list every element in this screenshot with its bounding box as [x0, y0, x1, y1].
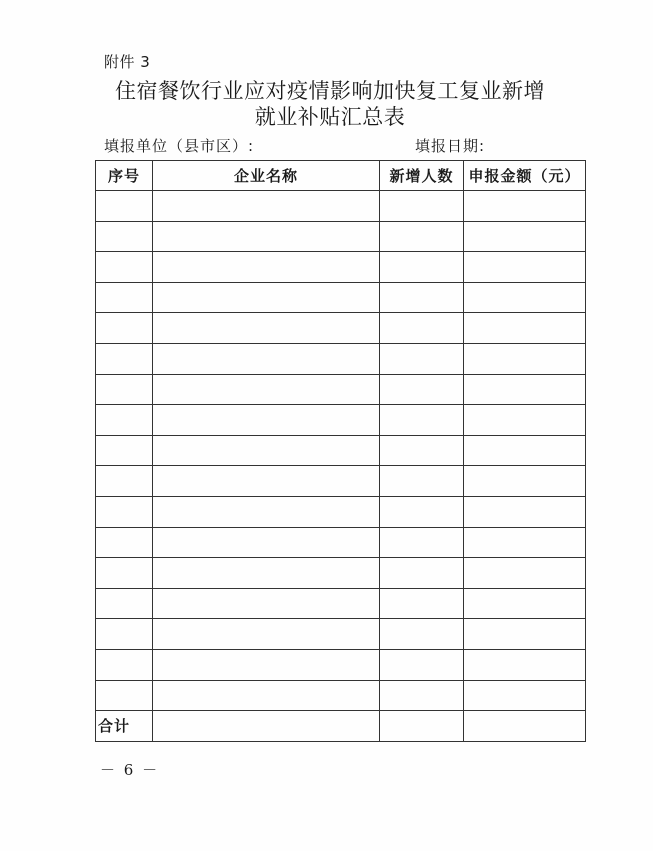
page-number: － 6 － [100, 761, 160, 779]
new-hires-cell[interactable] [380, 649, 464, 680]
reporting-unit-label: 填报单位（县市区）: [104, 137, 255, 155]
table-row [96, 496, 586, 527]
claim-amount-cell[interactable] [464, 680, 586, 711]
serial-number-cell[interactable] [96, 649, 153, 680]
claim-amount-cell[interactable] [464, 343, 586, 374]
table-row [96, 343, 586, 374]
table-row [96, 282, 586, 313]
table-row [96, 221, 586, 252]
claim-amount-cell[interactable] [464, 282, 586, 313]
serial-number-cell[interactable] [96, 588, 153, 619]
new-hires-cell[interactable] [380, 405, 464, 436]
company-name-cell[interactable] [153, 282, 380, 313]
serial-number-cell[interactable] [96, 680, 153, 711]
claim-amount-cell[interactable] [464, 466, 586, 497]
claim-amount-cell[interactable] [464, 558, 586, 589]
claim-amount-cell[interactable] [464, 527, 586, 558]
new-hires-cell[interactable] [380, 558, 464, 589]
company-name-cell[interactable] [153, 680, 380, 711]
new-hires-cell[interactable] [380, 496, 464, 527]
new-hires-cell[interactable] [380, 343, 464, 374]
reporting-date-label: 填报日期: [415, 137, 486, 155]
total-label: 合计 [96, 711, 153, 742]
table-row [96, 405, 586, 436]
company-name-cell[interactable] [153, 343, 380, 374]
table-row [96, 619, 586, 650]
company-name-cell[interactable] [153, 405, 380, 436]
new-hires-cell[interactable] [380, 221, 464, 252]
claim-amount-cell[interactable] [464, 374, 586, 405]
new-hires-cell[interactable] [380, 619, 464, 650]
claim-amount-cell[interactable] [464, 649, 586, 680]
new-hires-cell[interactable] [380, 680, 464, 711]
total-amount-cell[interactable] [464, 711, 586, 742]
claim-amount-cell[interactable] [464, 252, 586, 283]
new-hires-cell[interactable] [380, 435, 464, 466]
claim-amount-cell[interactable] [464, 496, 586, 527]
new-hires-cell[interactable] [380, 466, 464, 497]
serial-number-cell[interactable] [96, 221, 153, 252]
total-new-hires-cell[interactable] [380, 711, 464, 742]
company-name-cell[interactable] [153, 221, 380, 252]
company-name-cell[interactable] [153, 191, 380, 222]
company-name-cell[interactable] [153, 374, 380, 405]
total-company-cell[interactable] [153, 711, 380, 742]
table-row [96, 313, 586, 344]
company-name-cell[interactable] [153, 649, 380, 680]
header-new-hires: 新增人数 [380, 161, 464, 191]
serial-number-cell[interactable] [96, 282, 153, 313]
table-row [96, 191, 586, 222]
company-name-cell[interactable] [153, 466, 380, 497]
attachment-label: 附件 3 [104, 53, 151, 71]
new-hires-cell[interactable] [380, 191, 464, 222]
table-row [96, 527, 586, 558]
table-row [96, 466, 586, 497]
header-claim-amount: 申报金额（元） [464, 161, 586, 191]
table-row [96, 588, 586, 619]
table-row [96, 435, 586, 466]
company-name-cell[interactable] [153, 558, 380, 589]
subsidy-summary-table [95, 160, 586, 742]
serial-number-cell[interactable] [96, 466, 153, 497]
claim-amount-cell[interactable] [464, 435, 586, 466]
table-row [96, 558, 586, 589]
serial-number-cell[interactable] [96, 558, 153, 589]
serial-number-cell[interactable] [96, 619, 153, 650]
claim-amount-cell[interactable] [464, 191, 586, 222]
company-name-cell[interactable] [153, 435, 380, 466]
serial-number-cell[interactable] [96, 374, 153, 405]
new-hires-cell[interactable] [380, 252, 464, 283]
table-body [96, 191, 586, 711]
document-title-line-2: 就业补贴汇总表 [254, 105, 406, 129]
company-name-cell[interactable] [153, 313, 380, 344]
serial-number-cell[interactable] [96, 191, 153, 222]
claim-amount-cell[interactable] [464, 221, 586, 252]
table-row [96, 374, 586, 405]
new-hires-cell[interactable] [380, 282, 464, 313]
serial-number-cell[interactable] [96, 496, 153, 527]
total-row [96, 711, 586, 742]
document-title-line-1: 住宿餐饮行业应对疫情影响加快复工复业新增 [115, 79, 545, 103]
serial-number-cell[interactable] [96, 435, 153, 466]
new-hires-cell[interactable] [380, 527, 464, 558]
new-hires-cell[interactable] [380, 374, 464, 405]
claim-amount-cell[interactable] [464, 313, 586, 344]
company-name-cell[interactable] [153, 619, 380, 650]
serial-number-cell[interactable] [96, 527, 153, 558]
claim-amount-cell[interactable] [464, 619, 586, 650]
claim-amount-cell[interactable] [464, 588, 586, 619]
table-row [96, 252, 586, 283]
company-name-cell[interactable] [153, 252, 380, 283]
new-hires-cell[interactable] [380, 588, 464, 619]
serial-number-cell[interactable] [96, 252, 153, 283]
serial-number-cell[interactable] [96, 313, 153, 344]
header-serial-number: 序号 [96, 161, 153, 191]
serial-number-cell[interactable] [96, 343, 153, 374]
table-header-row [96, 161, 586, 191]
company-name-cell[interactable] [153, 588, 380, 619]
company-name-cell[interactable] [153, 496, 380, 527]
header-company-name: 企业名称 [153, 161, 380, 191]
table-row [96, 680, 586, 711]
table-row [96, 649, 586, 680]
company-name-cell[interactable] [153, 527, 380, 558]
serial-number-cell[interactable] [96, 405, 153, 436]
new-hires-cell[interactable] [380, 313, 464, 344]
claim-amount-cell[interactable] [464, 405, 586, 436]
